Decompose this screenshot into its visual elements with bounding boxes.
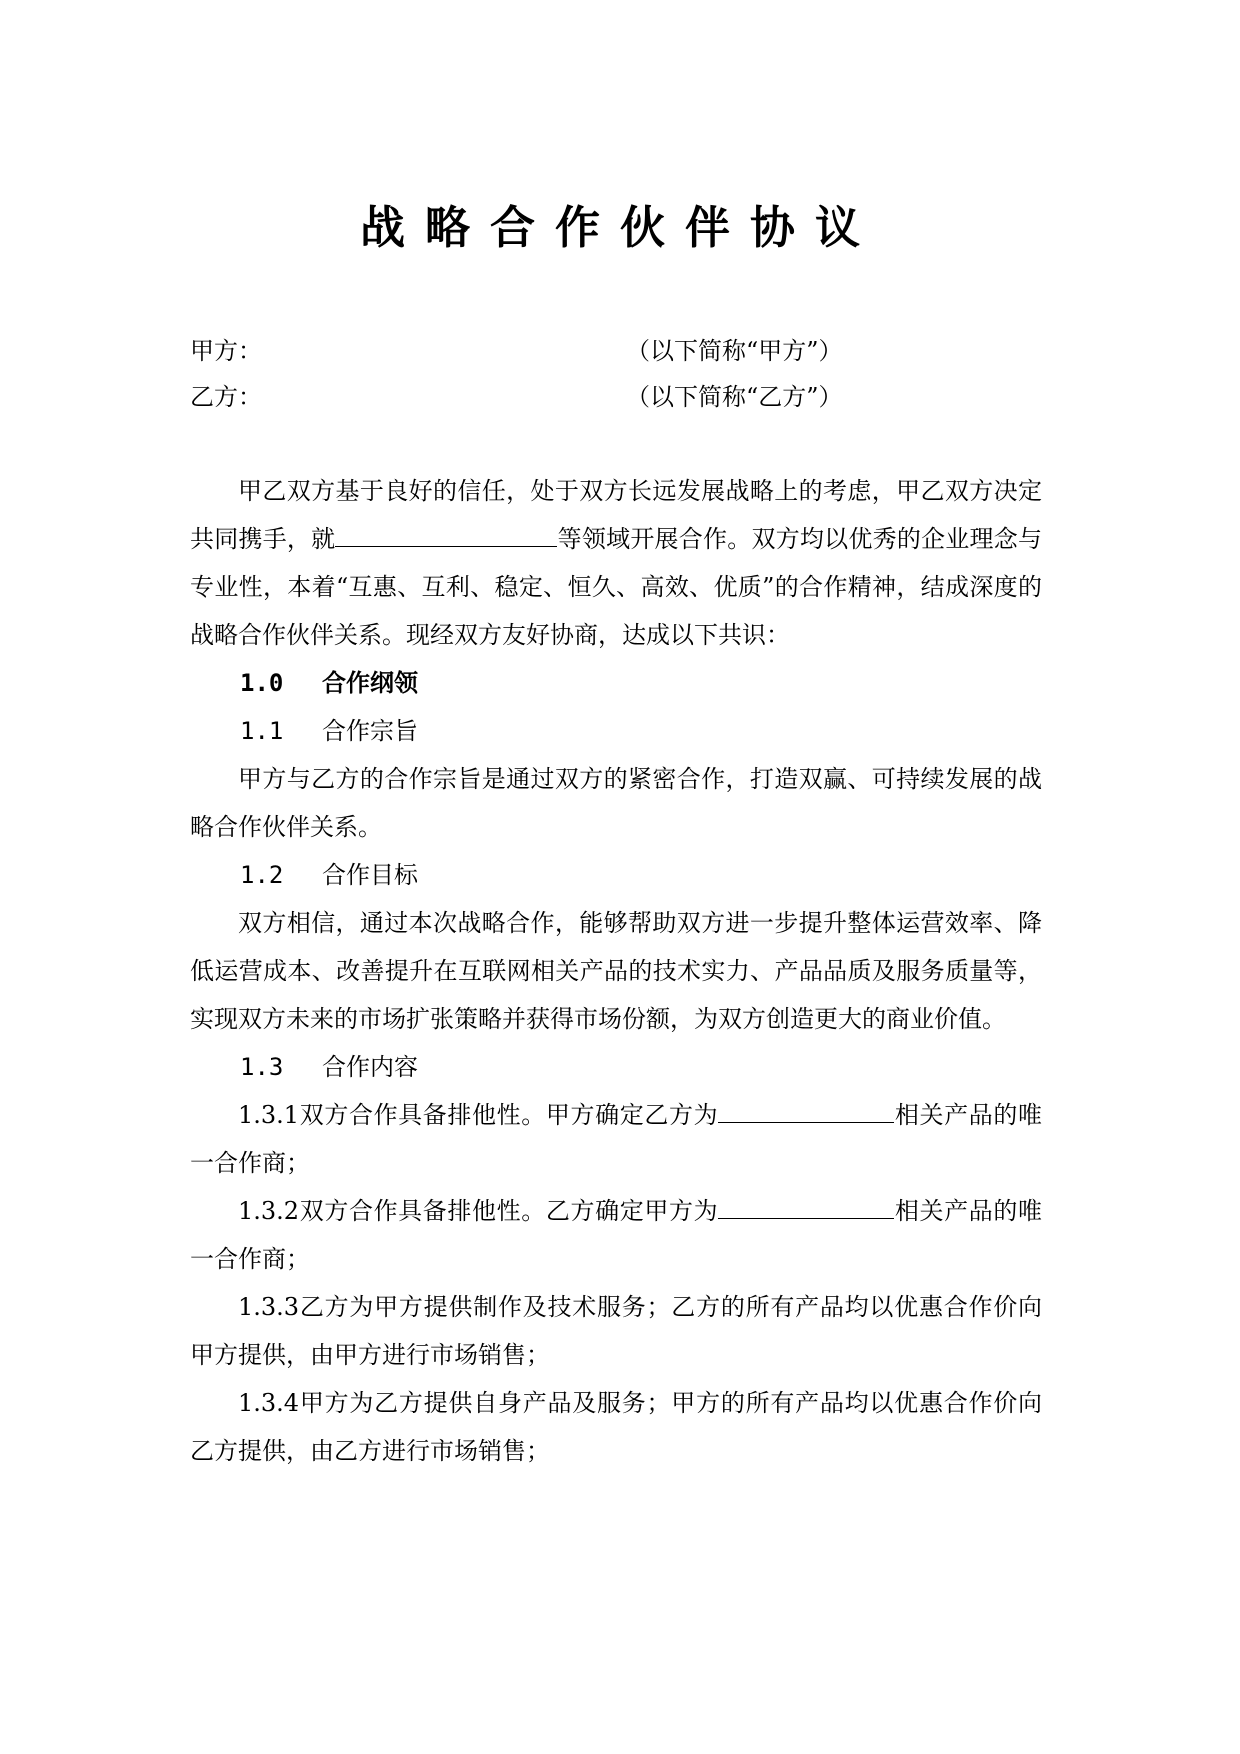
party-a-row [190,331,1090,371]
party-b-label: 乙方： [190,383,262,411]
clause-1-3-2 [190,1187,1042,1283]
clause-1-3-4-text: 甲方为乙方提供自身产品及服务；甲方的所有产品均以优惠合作价向乙方提供，由乙方进行市场销售； [190,1389,1042,1465]
clause-1-3-1-text-part2: 相关产品的唯一合作商； [190,1101,1043,1177]
clause-1-3-3-text: 乙方为甲方提供制作及技术服务；乙方的所有产品均以优惠合作价向甲方提供，由甲方进行市场销售； [190,1293,1042,1369]
clause-1-3-4 [190,1379,1042,1475]
clause-1-3-2-blank [718,1193,894,1219]
document-title: 战略合作伙伴协议 [359,201,880,254]
party-a-note: （以下简称“甲方”） [626,337,843,365]
clause-1-3-2-number: 1.3.2 [238,1197,300,1225]
cooperation-field-blank [335,521,557,547]
section-1-1-paragraph: 甲方与乙方的合作宗旨是通过双方的紧密合作，打造双赢、可持续发展的战略合作伙伴关系。 [190,765,1042,841]
party-b-note: （以下简称“乙方”） [626,383,843,411]
intro-text-part2: 等领域开展合作。双方均以优秀的企业理念与专业性，本着“互惠、互利、稳定、恒久、高效、优质”的合作精神，结成深度的战略合作伙伴关系。现经双方友好协商，达成以下共识： [190,525,1043,649]
intro-paragraph [190,467,1042,659]
section-1-2-heading [190,851,1042,899]
section-1-1-title: 合作宗旨 [322,717,418,745]
clause-1-3-1-text-part1: 双方合作具备排他性。甲方确定乙方为 [299,1101,719,1129]
clause-1-3-1-number: 1.3.1 [238,1101,300,1129]
section-1-2-paragraph: 双方相信，通过本次战略合作，能够帮助双方进一步提升整体运营效率、降低运营成本、改善提升在互联网相关产品的技术实力、产品品质及服务质量等，实现双方未来的市场扩张策略并获得市场份额，为双方创造更大的商业价值。 [190,909,1042,1033]
section-1-3-heading [190,1043,1042,1091]
party-a-label: 甲方： [190,337,262,365]
party-b-row [190,377,1090,417]
section-1-1-heading [190,707,1042,755]
clause-1-3-3 [190,1283,1042,1379]
clause-1-3-3-number: 1.3.3 [238,1293,300,1321]
section-1-1-number: 1.1 [240,717,284,745]
clause-1-3-1-blank [718,1097,894,1123]
clause-1-3-2-text-part1: 双方合作具备排他性。乙方确定甲方为 [299,1197,719,1225]
intro-text-part1: 甲乙双方基于良好的信任，处于双方长远发展战略上的考虑，甲乙双方决定共同携手，就 [190,477,1042,553]
document-body [190,467,1042,1475]
section-1-3-title: 合作内容 [322,1053,418,1081]
section-1-2-number: 1.2 [240,861,284,889]
section-1-3-number: 1.3 [240,1053,284,1081]
section-1-2-title: 合作目标 [322,861,418,889]
clause-1-3-1 [190,1091,1042,1187]
section-1-0-heading [190,659,1042,707]
clause-1-3-4-number: 1.3.4 [238,1389,300,1417]
section-1-0-title: 合作纲领 [322,669,418,697]
section-1-0-number: 1.0 [240,669,284,697]
clause-1-3-2-text-part2: 相关产品的唯一合作商； [190,1197,1043,1273]
